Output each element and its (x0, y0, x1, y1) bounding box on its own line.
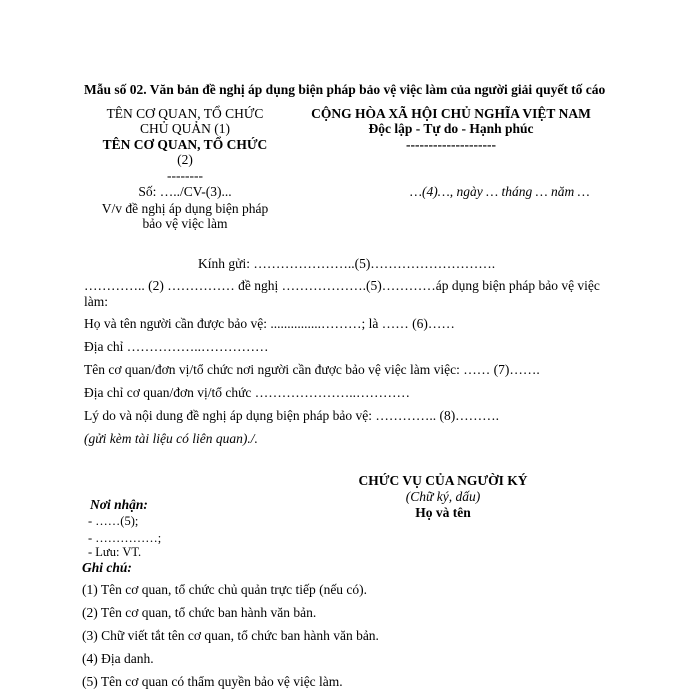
recipient-item: - Lưu: VT. (88, 545, 142, 559)
reason-line: Lý do và nội dung đề nghị áp dụng biện pháp bảo vệ: ………….. (8)………. (84, 408, 500, 423)
signer-name: Họ và tên (415, 505, 471, 520)
country-name: CỘNG HÒA XÃ HỘI CHỦ NGHĨA VIỆT NAM (311, 106, 591, 121)
signer-position: CHỨC VỤ CỦA NGƯỜI KÝ (358, 473, 528, 488)
issuing-org-note: (2) (177, 152, 193, 167)
note-item: (5) Tên cơ quan có thẩm quyền bảo vệ việc làm. (82, 674, 343, 689)
document-title: Mẫu số 02. Văn bản đề nghị áp dụng biện pháp bảo vệ việc làm của người giải quyết tố cáo (84, 82, 606, 97)
right-header-separator: -------------------- (406, 137, 496, 152)
parent-org-line2: CHỦ QUẢN (1) (140, 121, 230, 136)
request-line2: làm: (84, 294, 108, 309)
workplace-address-line: Địa chỉ cơ quan/đơn vị/tổ chức …………………..………… (84, 385, 411, 400)
address-line: Địa chỉ ……………..…………… (84, 339, 269, 354)
note-item: (4) Địa danh. (82, 651, 154, 666)
greeting-line: Kính gửi: …………………..(5)………………………. (198, 256, 496, 271)
national-motto: Độc lập - Tự do - Hạnh phúc (368, 121, 534, 136)
document-number: Số: …../CV-(3)... (138, 184, 232, 199)
recipient-item: - ……(5); (88, 514, 139, 528)
place-and-date: …(4)…, ngày … tháng … năm … (410, 184, 590, 199)
attachment-note: (gửi kèm tài liệu có liên quan)./. (84, 431, 258, 446)
note-item: (3) Chữ viết tắt tên cơ quan, tổ chức ban hành văn bản. (82, 628, 379, 643)
protected-person-line: Họ và tên người cần được bảo vệ: ...............………; là …… (6)…… (84, 316, 455, 331)
recipients-label: Nơi nhận: (90, 497, 148, 512)
recipient-item: - ……………; (88, 531, 162, 545)
issuing-org-name: TÊN CƠ QUAN, TỔ CHỨC (102, 137, 268, 152)
request-line1: ………….. (2) …………… đề nghị ……………….(5)…………áp dụng biện pháp bảo vệ việc (84, 278, 600, 293)
note-item: (1) Tên cơ quan, tổ chức chủ quản trực tiếp (nếu có). (82, 582, 368, 597)
notes-label: Ghi chú: (82, 560, 132, 575)
subject-line1: V/v đề nghị áp dụng biện pháp (101, 201, 269, 216)
parent-org-line1: TÊN CƠ QUAN, TỔ CHỨC (106, 106, 264, 121)
subject-line2: bảo vệ việc làm (142, 216, 228, 231)
workplace-line: Tên cơ quan/đơn vị/tổ chức nơi người cần được bảo vệ việc làm việc: …… (7)……. (84, 362, 540, 377)
note-item: (2) Tên cơ quan, tổ chức ban hành văn bản. (82, 605, 317, 620)
left-header-separator: -------- (167, 168, 203, 183)
signature-note: (Chữ ký, dấu) (405, 489, 481, 504)
